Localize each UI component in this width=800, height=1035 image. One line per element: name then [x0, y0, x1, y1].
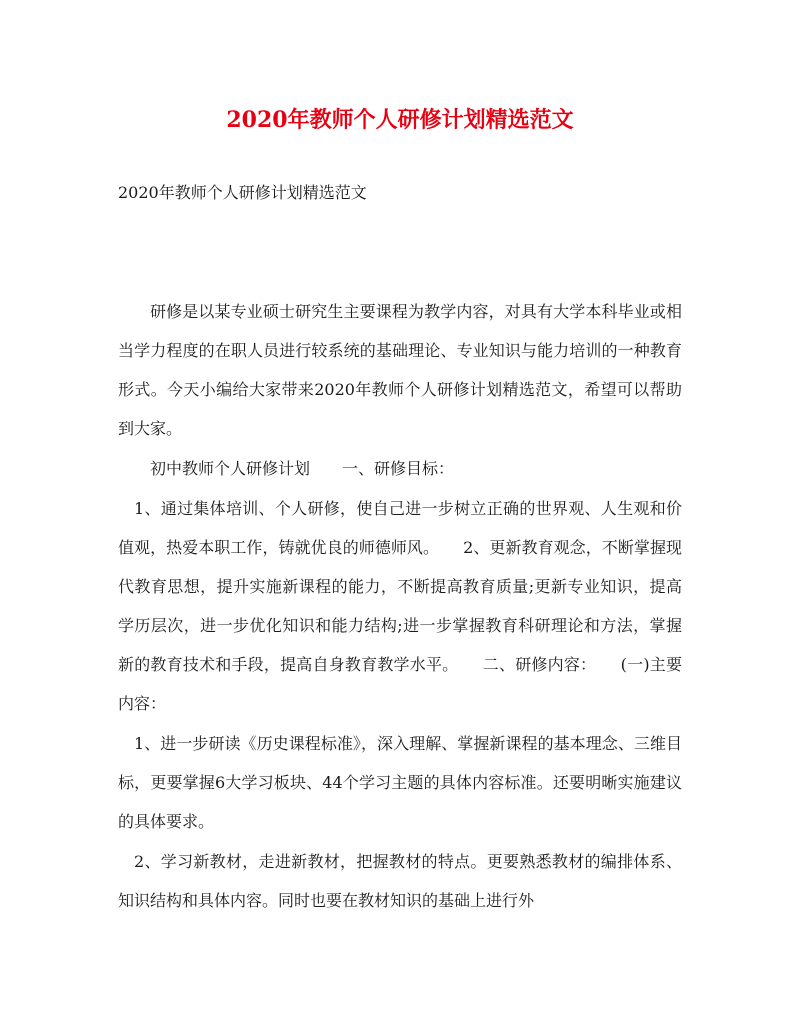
document-body [118, 292, 682, 920]
paragraph-content-2: 2、学习新教材，走进新教材，把握教材的特点。更要熟悉教材的编排体系、知识结构和具体内容。同时也要在教材知识的基础上进行外 [118, 852, 682, 910]
paragraph-goals: 1、通过集体培训、个人研修，使自己进一步树立正确的世界观、人生观和价值观，热爱本职工作，铸就优良的师德师风。 2、更新教育观念，不断掌握现代教育思想，提升实施新课程的能力，不断提高教育质量;更新专业知识，提高学历层次，进一步优化知识和能力结构;进一步掌握教育科研理论和方法，掌握新的教育技术和手段，提高自身教育教学水平。 二、研修内容： (一)主要内容： [118, 499, 682, 713]
paragraph-heading: 初中教师个人研修计划 一、研修目标： [150, 459, 455, 478]
paragraph-content-1: 1、进一步研读《历史课程标准》，深入理解、掌握新课程的基本理念、三维目标，更要掌握6大学习板块、44个学习主题的具体内容标准。还要明晰实施建议的具体要求。 [118, 734, 682, 831]
document-title: 2020年教师个人研修计划精选范文 [226, 107, 574, 133]
document-subtitle: 2020年教师个人研修计划精选范文 [118, 183, 367, 202]
paragraph-intro: 研修是以某专业硕士研究生主要课程为教学内容，对具有大学本科毕业或相当学力程度的在职人员进行较系统的基础理论、专业知识与能力培训的一种教育形式。今天小编给大家带来2020年教师个人研修计划精选范文，希望可以帮助到大家。 [118, 302, 682, 438]
